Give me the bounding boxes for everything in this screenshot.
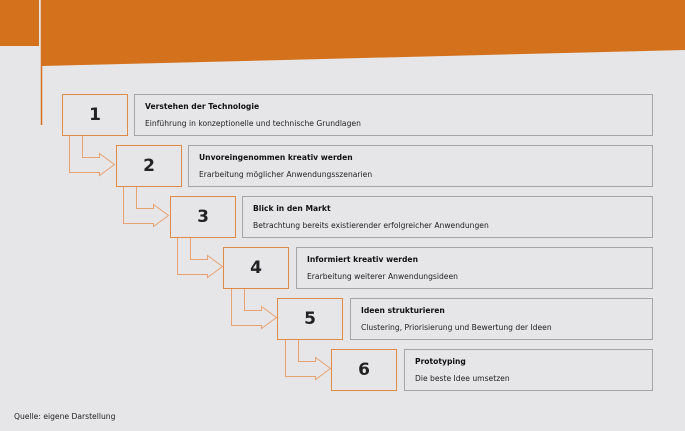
step-number: 5 bbox=[304, 309, 316, 329]
step-description: Clustering, Priorisierung und Bewertung der Ideen bbox=[361, 323, 552, 332]
step-number-box-2 bbox=[116, 145, 182, 187]
step-number: 1 bbox=[89, 105, 101, 125]
step-title: Prototyping bbox=[415, 357, 466, 366]
step-number: 3 bbox=[197, 207, 209, 227]
step-number: 4 bbox=[250, 258, 262, 278]
step-title: Blick in den Markt bbox=[253, 204, 331, 213]
step-text-box-6 bbox=[404, 349, 653, 391]
step-text-box-2 bbox=[188, 145, 653, 187]
step-text-box-1 bbox=[134, 94, 653, 136]
step-description: Einführung in konzeptionelle und technische Grundlagen bbox=[145, 119, 361, 128]
step-number-box-4 bbox=[223, 247, 289, 289]
arrow-icon bbox=[232, 289, 277, 329]
step-title: Unvoreingenommen kreativ werden bbox=[199, 153, 353, 162]
step-number: 6 bbox=[358, 360, 370, 380]
step-text-box-3 bbox=[242, 196, 653, 238]
step-number-box-3 bbox=[170, 196, 236, 238]
step-description: Erarbeitung weiterer Anwendungsideen bbox=[307, 272, 458, 281]
step-description: Erarbeitung möglicher Anwendungsszenarien bbox=[199, 170, 373, 179]
arrow-icon bbox=[286, 340, 331, 380]
step-title: Informiert kreativ werden bbox=[307, 255, 418, 264]
arrow-icon bbox=[124, 187, 169, 227]
step-title: Ideen strukturieren bbox=[361, 306, 445, 315]
step-description: Betrachtung bereits existierender erfolgreicher Anwendungen bbox=[253, 221, 489, 230]
step-number: 2 bbox=[143, 156, 155, 176]
step-text-box-4 bbox=[296, 247, 653, 289]
arrow-icon bbox=[70, 136, 115, 176]
step-text-box-5 bbox=[350, 298, 653, 340]
step-description: Die beste Idee umsetzen bbox=[415, 374, 510, 383]
arrow-icon bbox=[178, 238, 223, 278]
step-number-box-5 bbox=[277, 298, 343, 340]
source-caption: Quelle: eigene Darstellung bbox=[14, 412, 116, 421]
step-title: Verstehen der Technologie bbox=[145, 102, 260, 111]
step-number-box-1 bbox=[62, 94, 128, 136]
step-number-box-6 bbox=[331, 349, 397, 391]
